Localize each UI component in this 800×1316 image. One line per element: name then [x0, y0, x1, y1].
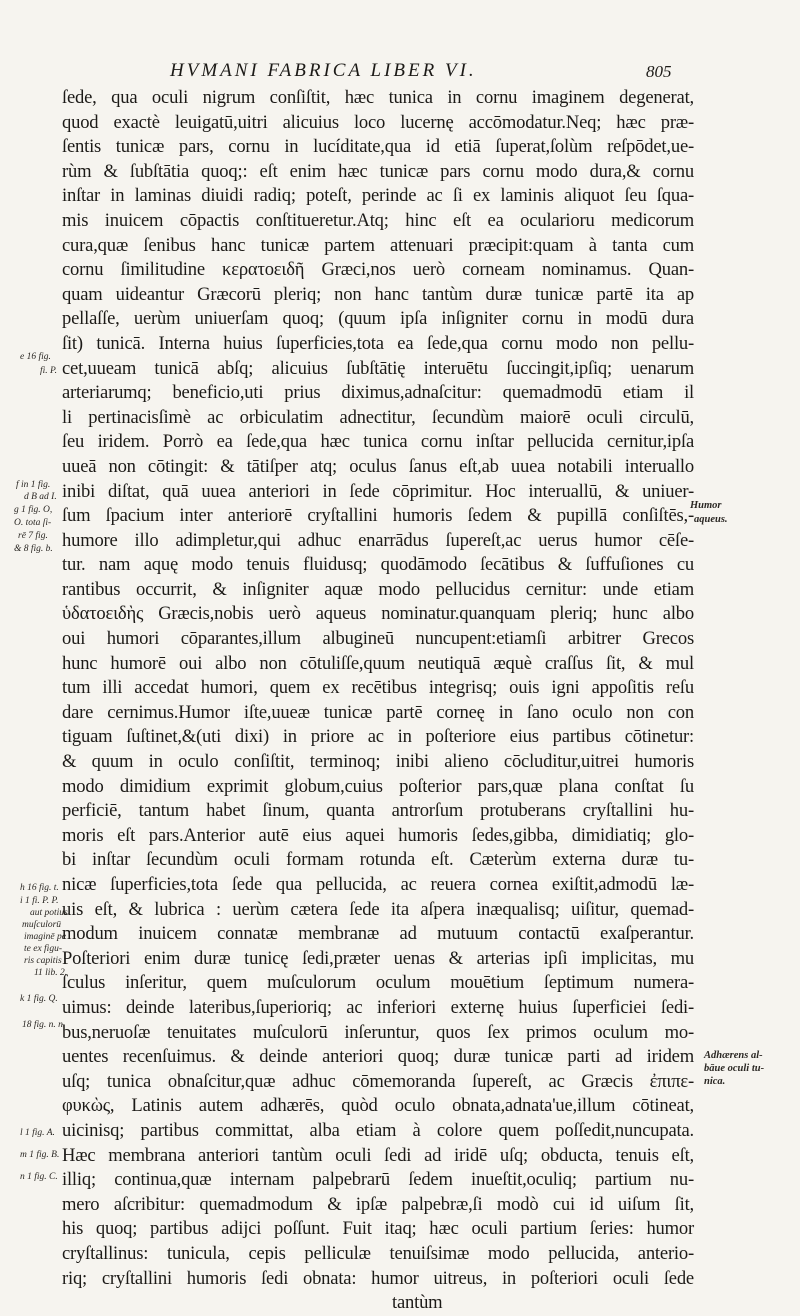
text-line: quam uideantur Græcorū pleriq; non hanc tantùm duræ tunicæ partē ita ap [62, 283, 694, 305]
text-line: φυκὼς, Latinis autem adhærēs, quòd oculo obnata,adnata'ue,illum cōtineat, [62, 1095, 694, 1117]
text-line: mero aſcribitur: quemadmodum & ipſæ palpebræ,ſi modò cui id uiſum ſit, [62, 1193, 694, 1215]
text-line: Poſteriori enim duræ tunicę ſedi,præter uenas & arterias ipſi implicitas, mu [62, 947, 694, 969]
margin-note-right: Adhærens al- [704, 1050, 763, 1061]
text-line: cryſtallinus: tunicula, cepis pelliculæ tenuiſsimæ modo pellucida, anterio- [62, 1242, 694, 1264]
text-line: humore illo adimpletur,qui adhuc enarrādus ſupereſt,ac uerus humor cēſe- [62, 529, 694, 551]
text-line: tum illi accedat humori, quem ex recētibus integrisq; ouis igni appoſitis reſu [62, 677, 694, 699]
margin-note-left: fi. P. [40, 366, 57, 376]
text-line: uicinisq; partibus committat, alba etiam à colore quem poſſedit,nuncupata. [62, 1119, 694, 1141]
text-line: uis eſt, & lubrica : uerùm cætera ſede ita aſpera inæqualisq; uiſitur, quemad- [62, 898, 694, 920]
text-line: ſculus inſeritur, quem muſculorum oculum mouētium ſeptimum numera- [62, 972, 694, 994]
margin-note-left: i 1 fi. P. P. [20, 896, 59, 906]
text-line: ſum ſpacium inter anteriorē cryſtallini humoris ſedem & pupillā conſiſtēs,- [62, 505, 694, 527]
text-line: modum inuicem connatæ membranæ ad mutuum contactū exaſperantur. [62, 923, 694, 945]
body-text [62, 86, 694, 1316]
margin-note-left: rē 7 fig. [18, 531, 48, 541]
text-line: Hæc membrana anteriori tantùm oculi ſedi ad iridē uſq; obducta, tenuis eſt, [62, 1144, 694, 1166]
text-line: bi inſtar ſecundùm oculi formam rotunda eſt. Cæterùm externa duræ tu- [62, 849, 694, 871]
margin-note-right: bāue oculi tu- [704, 1063, 765, 1074]
margin-note-left: ris capitis [24, 956, 62, 966]
text-line: rùm & ſubſtātia quoq;: eſt enim hæc tunicæ pars cornu modo dura,& cornu [62, 160, 694, 182]
text-line: arteriarumq; beneficio,uti prius diximus,adnaſcitur: quemadmodū etiam il [62, 382, 694, 404]
text-line: inſtar in laminas diuidi radiq; poteſt, perinde ac ſi ex laminis aliquot ſeu ſqua- [62, 185, 694, 207]
text-line: oui humori cōparantes,illum albugineū nuncupent:etiamſi arbitrer Grecos [62, 628, 694, 650]
margin-note-left: 18 fig. n. n. [22, 1020, 66, 1030]
margin-note-left: aut potius [30, 908, 68, 918]
text-line: ὑδατοειδὴς Græcis,nobis uerò aqueus nominatur.quanquam pleriq; hunc albo [62, 603, 694, 625]
margin-note-left: d B ad I. [24, 492, 57, 502]
text-line: inibi diſtat, quā uuea anteriori in ſede cōprimitur. Hoc interuallū, & uniuer- [62, 480, 694, 502]
text-line: uentes recenſuimus. & deinde anteriori quoq; duræ tunicæ parti ad iridem [62, 1046, 694, 1068]
text-line: li pertinacisſimè ac orbiculatim adnectitur, ſecundùm maiorē oculi circulū, [62, 406, 694, 428]
text-line: pellaſſe, uerùm uniuerſam quoq; (quum ipſa inſigniter cornu in modū dura [62, 308, 694, 330]
text-line: modo dimidium exprimit globum,cuius poſterior pars,quæ plana conſtat ſu [62, 775, 694, 797]
text-line: bus,neruoſæ tenuitates muſculorū inſeruntur, quos ſex primos oculum mo- [62, 1021, 694, 1043]
text-line: cura,quæ ſenibus hanc tunicæ partem attenuari præcipit:quam à tanta cum [62, 234, 694, 256]
margin-note-right: Humor [690, 500, 722, 511]
margin-note-left: O. tota ſi- [14, 518, 52, 528]
text-line: cet,uueam tunicā abſq; alicuius ſubſtātię interuētu ſuccingit,ipſiq; uenarum [62, 357, 694, 379]
text-line: cornu ſimilitudine κερατοειδῆ Græci,nos uerò corneam nominamus. Quan- [62, 259, 694, 281]
text-line: ſeu iridem. Porrò ea ſede,qua hæc tunica cornu inſtar pellucida cernitur,ipſa [62, 431, 694, 453]
text-line: mis inuicem cōpactis conſtitueretur.Atq; hinc eſt ea ocularioru medicorum [62, 209, 694, 231]
text-line: rantibus occurrit, & inſigniter aquæ modo pellucidus cernitur: unde etiam [62, 578, 694, 600]
text-line: his quoq; partibus adijci poſſunt. Fuit itaq; hæc oculi partium ſeries: humor [62, 1218, 694, 1240]
text-line: uueā non cōtingit: & tātiſper atq; oculus ſanus eſt,ab uuea notabili interuallo [62, 455, 694, 477]
text-line: moris eſt pars.Anterior autē eius aquei humoris ſedes,gibba, dimidiatiq; glo- [62, 824, 694, 846]
text-line: ſede, qua oculi nigrum conſiſtit, hæc tunica in cornu imaginem degenerat, [62, 87, 694, 108]
text-line: ſentis tunicæ pars, cornu in lucíditate,qua id etiā ſuperat,ſolùm reſpōdet,ue- [62, 136, 694, 158]
page-number: 805 [646, 62, 672, 81]
text-line: & quum in oculo conſiſtit, terminoq; inibi alieno cōcluditur,uitrei humoris [62, 751, 694, 773]
margin-note-left: e 16 fig. [20, 352, 51, 362]
text-line: illiq; continua,quæ internam palpebrarū ſedem inueſtit,oculiq; partium nu- [62, 1169, 694, 1191]
margin-note-left: muſculorū [22, 920, 62, 930]
margin-note-left: l 1 fig. A. [20, 1128, 55, 1138]
text-line: uimus: deinde lateribus,ſuperioriq; ac inferiori externę huius ſuperficiei ſedi- [62, 996, 694, 1018]
text-line: tantùm [392, 1292, 443, 1314]
margin-note-left: m 1 fig. B. [20, 1150, 60, 1160]
margin-note-left: h 16 fig. t. [20, 883, 59, 893]
text-line: tur. nam aquę modo tenuis fluidusq; quodāmodo ſecātibus & ſuffuſiones cu [62, 554, 694, 576]
text-line: uſq; tunica obnaſcitur,quæ adhuc cōmemoranda ſupereſt, ac Græcis ἐπιπε- [62, 1070, 694, 1092]
margin-note-left: k 1 fig. Q. [20, 994, 58, 1004]
text-line: quod exactè leuigatū,uitri alicuius loco lucernę accōmodatur.Neq; hæc præ- [62, 111, 694, 133]
margin-note-left: f in 1 fig. [16, 480, 51, 490]
margin-note-left: n 1 fig. C. [20, 1172, 58, 1182]
text-line: tiguam ſuſtinet,&(uti dixi) in priore ac in poſteriore eius partibus cōtinetur: [62, 726, 694, 748]
margin-note-left: te ex figu- [24, 944, 62, 954]
margin-note-left: g 1 fig. O, [14, 505, 53, 515]
text-line: perficiē, tantum habet ſinum, quanta antrorſum protuberans cryſtallini hu- [62, 800, 694, 822]
margin-note-left: imaginē pe [24, 932, 66, 942]
margin-note-left: 11 lib. 2. [34, 968, 68, 978]
text-line: riq; cryſtallini humoris ſedi obnata: humor uitreus, in poſteriori oculi ſede [62, 1267, 694, 1289]
text-line: ſit) tunicā. Interna huius ſuperficies,tota ea ſede,qua cornu modo non pellu- [62, 332, 694, 354]
text-line: nicæ ſuperficies,tota ſede qua pellucida, ac reuera cornea exiſtit,admodū læ- [62, 874, 694, 895]
margin-note-right: nica. [704, 1076, 726, 1087]
margin-note-left: & 8 fig. b. [14, 544, 53, 554]
text-line: dare cernimus.Humor iſte,uueæ tunicæ partē corneę in ſano oculo non con [62, 701, 694, 723]
margin-note-right: aqueus. [694, 514, 728, 525]
text-line: hunc humorē oui albo non cōtuliſſe,quum neutiquā æquè craſſus ſit, & mul [62, 652, 694, 674]
running-title: HVMANI FABRICA LIBER VI. [170, 60, 477, 81]
